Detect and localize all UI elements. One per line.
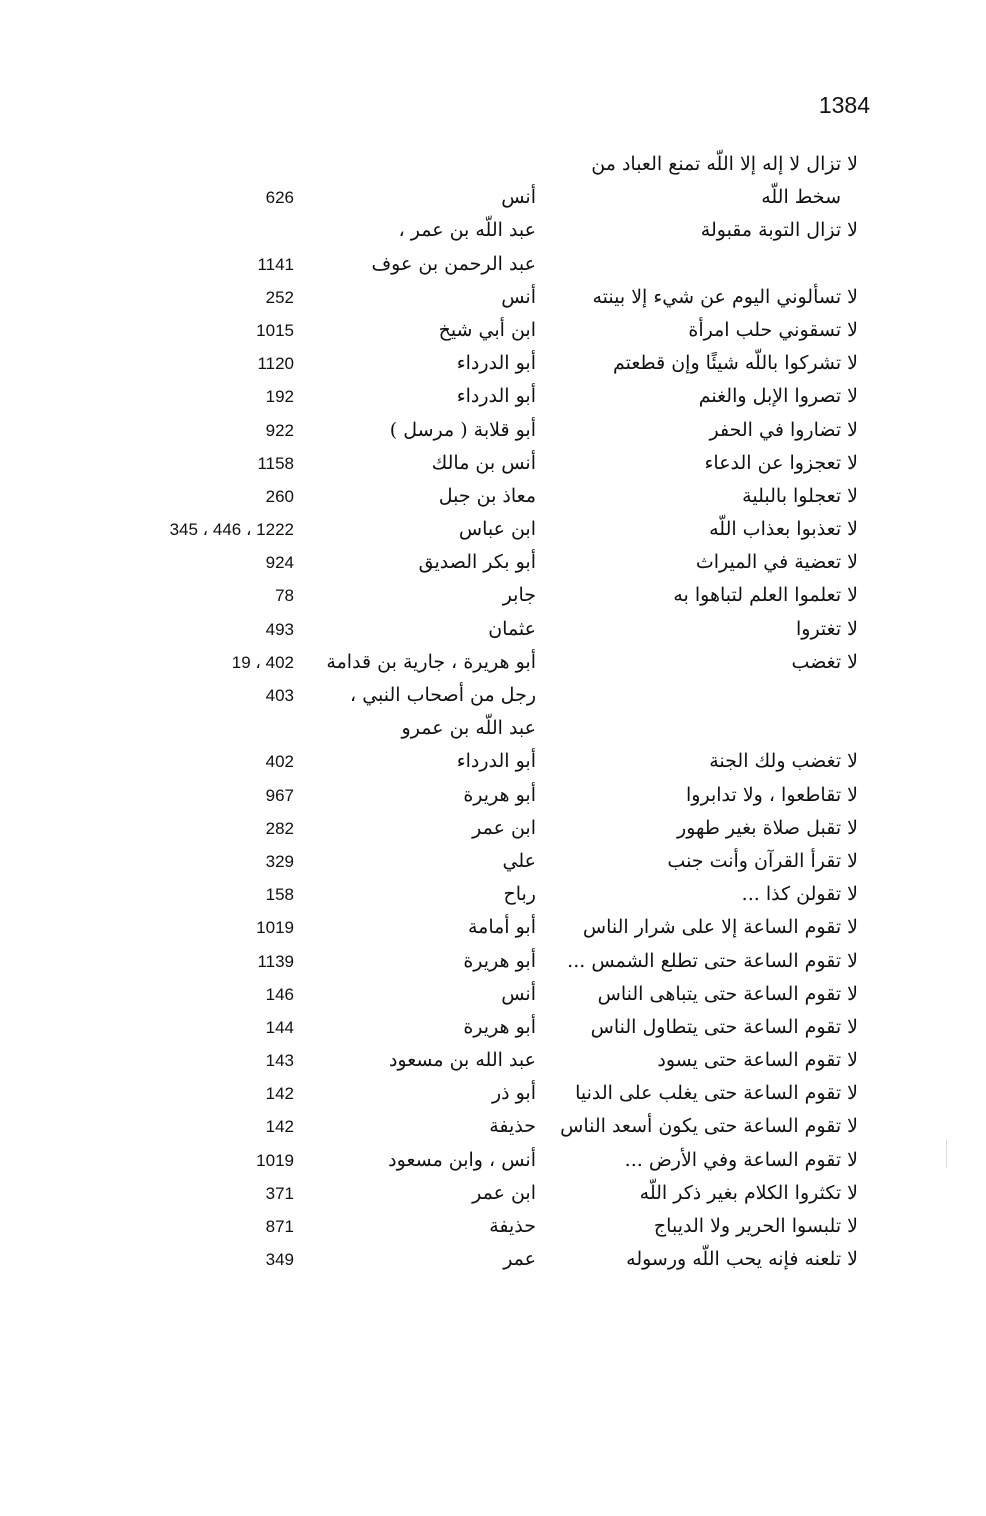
narrator: رجل من أصحاب النبي ، xyxy=(350,684,536,706)
narrator xyxy=(296,148,536,181)
hadith-text: لا تقوم الساعة حتى يسود xyxy=(657,1049,858,1072)
hadith-text: لا تقوم الساعة حتى تطلع الشمس ... xyxy=(567,949,858,972)
index-row xyxy=(0,1177,986,1210)
index-row xyxy=(0,845,986,878)
page-number: 1384 xyxy=(818,92,870,118)
hadith-text: لا تقوم الساعة حتى يغلب على الدنيا xyxy=(575,1082,858,1105)
hadith-text: لا تغضب ولك الجنة xyxy=(709,750,858,773)
narrator: علي xyxy=(502,849,536,872)
index-row xyxy=(0,779,986,812)
page-references xyxy=(94,148,294,181)
page-references: 345 ، 446 ، 1222 xyxy=(169,520,294,540)
hadith-text: لا تزال التوبة مقبولة xyxy=(700,219,858,242)
hadith-text: لا تسقوني حلب امرأة xyxy=(688,318,858,341)
narrator: أبو بكر الصديق xyxy=(418,551,536,574)
index-row xyxy=(0,1243,986,1276)
narrator: عبد الرحمن بن عوف xyxy=(371,252,536,275)
hadith-text: لا تقوم الساعة حتى يكون أسعد الناس xyxy=(560,1115,858,1138)
index-row xyxy=(0,1011,986,1044)
index-row xyxy=(0,745,986,778)
hadith-text: لا تغضب xyxy=(791,650,858,673)
narrator: أنس xyxy=(501,186,536,209)
page-references: 78 xyxy=(275,586,294,606)
page-references: 1141 xyxy=(257,254,294,274)
hadith-text: لا تعجزوا عن الدعاء xyxy=(704,451,858,474)
hadith-text: لا تلعنه فإنه يحب اللّه ورسوله xyxy=(626,1248,858,1271)
margin-scan-mark xyxy=(946,1140,947,1168)
page-references: 1019 xyxy=(256,1150,294,1170)
narrator: ابن عمر xyxy=(472,816,536,839)
index-row xyxy=(0,281,986,314)
narrator: أنس ، وابن مسعود xyxy=(388,1148,536,1171)
hadith-text: لا تصروا الإبل والغنم xyxy=(698,385,858,408)
narrator: عبد الله بن مسعود xyxy=(388,1049,536,1072)
hadith-text: لا تقولن كذا ... xyxy=(741,883,858,906)
hadith-text: لا تغتروا xyxy=(795,617,858,640)
page-references: 260 xyxy=(265,486,294,506)
narrator: أبو أمامة xyxy=(467,916,536,939)
index-row xyxy=(0,447,986,480)
narrator: أنس بن مالك xyxy=(431,451,536,474)
page-references: 143 xyxy=(265,1051,294,1071)
hadith-text: لا تعجلوا بالبلية xyxy=(742,484,858,507)
narrator: ابن أبي شيخ xyxy=(438,318,536,341)
index-row xyxy=(0,181,986,214)
index-row xyxy=(0,646,986,679)
index-row xyxy=(0,613,986,646)
hadith-text xyxy=(558,712,858,745)
narrator: أبو الدرداء xyxy=(456,385,536,408)
index-row xyxy=(0,679,986,712)
hadith-text: لا تعذبوا بعذاب اللّه xyxy=(709,518,858,541)
page-references: 19 ، 402 xyxy=(231,652,294,672)
page-references: 349 xyxy=(265,1250,294,1270)
page-references: 142 xyxy=(265,1117,294,1137)
narrator: عمر xyxy=(503,1248,536,1271)
page-references: 403 xyxy=(265,686,294,705)
narrator: أبو هريرة xyxy=(463,949,536,972)
index-row xyxy=(0,546,986,579)
index-row xyxy=(0,1144,986,1177)
index-row xyxy=(0,248,986,281)
page-references: 1120 xyxy=(257,354,294,374)
page-references: 371 xyxy=(265,1183,294,1203)
hadith-text: سخط اللّه xyxy=(761,186,841,209)
hadith-text: لا تكثروا الكلام بغير ذكر اللّه xyxy=(639,1181,858,1204)
index-row xyxy=(0,314,986,347)
narrator: أبو الدرداء xyxy=(456,352,536,375)
index-row xyxy=(0,380,986,413)
page-references: 144 xyxy=(265,1017,294,1037)
page-references: 493 xyxy=(265,619,294,639)
page-references: 402 xyxy=(265,752,294,772)
hadith-text: لا تقرأ القرآن وأنت جنب xyxy=(667,849,858,872)
page-references: 192 xyxy=(265,387,294,407)
hadith-text: لا تشركوا باللّه شيئًا وإن قطعتم xyxy=(612,352,858,375)
narrator: جابر xyxy=(502,584,536,607)
narrator: ابن عباس xyxy=(458,518,536,541)
page-references: 329 xyxy=(265,851,294,871)
page-references: 1015 xyxy=(256,320,294,340)
narrator: رباح xyxy=(503,883,536,906)
index-row xyxy=(0,579,986,612)
index-row xyxy=(0,1210,986,1243)
index-row xyxy=(0,712,986,745)
page-references: 282 xyxy=(265,818,294,838)
narrator: أنس xyxy=(501,285,536,308)
narrator: أبو هريرة xyxy=(463,783,536,806)
narrator: حذيفة xyxy=(489,1215,536,1237)
hadith-text: لا تسألوني اليوم عن شيء إلا بينته xyxy=(592,285,858,308)
hadith-text xyxy=(558,248,858,281)
narrator: أبو الدرداء xyxy=(456,750,536,773)
page-references: 871 xyxy=(265,1217,294,1236)
page-references: 922 xyxy=(265,420,294,440)
page-references: 158 xyxy=(265,885,294,905)
index-row xyxy=(0,214,986,247)
narrator: حذيفة xyxy=(489,1115,536,1138)
hadith-index-table xyxy=(0,148,986,1276)
hadith-text: لا تقبل صلاة بغير طهور xyxy=(677,816,858,839)
hadith-text xyxy=(558,679,858,712)
hadith-text: لا تقوم الساعة حتى يتطاول الناس xyxy=(590,1015,858,1038)
narrator: أبو ذر xyxy=(491,1082,536,1105)
narrator: عبد اللّه بن عمرو xyxy=(401,717,536,740)
page-references: 626 xyxy=(265,188,294,208)
hadith-text: لا تعلموا العلم لتباهوا به xyxy=(673,584,858,607)
index-row xyxy=(0,812,986,845)
index-row xyxy=(0,945,986,978)
hadith-text: لا تقاطعوا ، ولا تدابروا xyxy=(686,783,858,806)
index-row xyxy=(0,878,986,911)
narrator: معاذ بن جبل xyxy=(438,484,536,507)
page-references: 1158 xyxy=(257,453,294,473)
narrator: أبو هريرة xyxy=(463,1015,536,1038)
hadith-text: لا تقوم الساعة حتى يتباهى الناس xyxy=(597,982,858,1005)
hadith-text: لا تلبسوا الحرير ولا الديباج xyxy=(653,1215,858,1237)
index-row xyxy=(0,1044,986,1077)
page-references xyxy=(94,214,294,247)
narrator: عثمان xyxy=(488,617,536,640)
narrator: أبو هريرة ، جارية بن قدامة xyxy=(326,650,536,673)
hadith-text: لا تعضية في الميراث xyxy=(695,551,858,574)
page-references: 1019 xyxy=(256,918,294,938)
index-row xyxy=(0,1110,986,1143)
narrator: أنس xyxy=(501,982,536,1005)
narrator: أبو قلابة ( مرسل ) xyxy=(389,418,536,441)
page-references: 252 xyxy=(265,287,294,307)
hadith-text: لا تقوم الساعة وفي الأرض ... xyxy=(624,1148,858,1171)
index-row xyxy=(0,911,986,944)
page-references: 142 xyxy=(265,1084,294,1104)
narrator: عبد اللّه بن عمر ، xyxy=(398,219,536,242)
page-references xyxy=(94,712,294,745)
index-row xyxy=(0,513,986,546)
index-row xyxy=(0,480,986,513)
narrator: ابن عمر xyxy=(472,1181,536,1204)
page-references: 146 xyxy=(265,984,294,1004)
index-row xyxy=(0,414,986,447)
index-row xyxy=(0,148,986,181)
index-row xyxy=(0,347,986,380)
page-references: 967 xyxy=(265,785,294,805)
hadith-text: لا تضاروا في الحفر xyxy=(709,418,858,441)
page-references: 1139 xyxy=(257,951,294,971)
hadith-text: لا تزال لا إله إلا اللّه تمنع العباد من xyxy=(591,153,858,175)
index-row xyxy=(0,1077,986,1110)
index-row xyxy=(0,978,986,1011)
page-references: 924 xyxy=(265,553,294,573)
hadith-text: لا تقوم الساعة إلا على شرار الناس xyxy=(582,916,858,939)
